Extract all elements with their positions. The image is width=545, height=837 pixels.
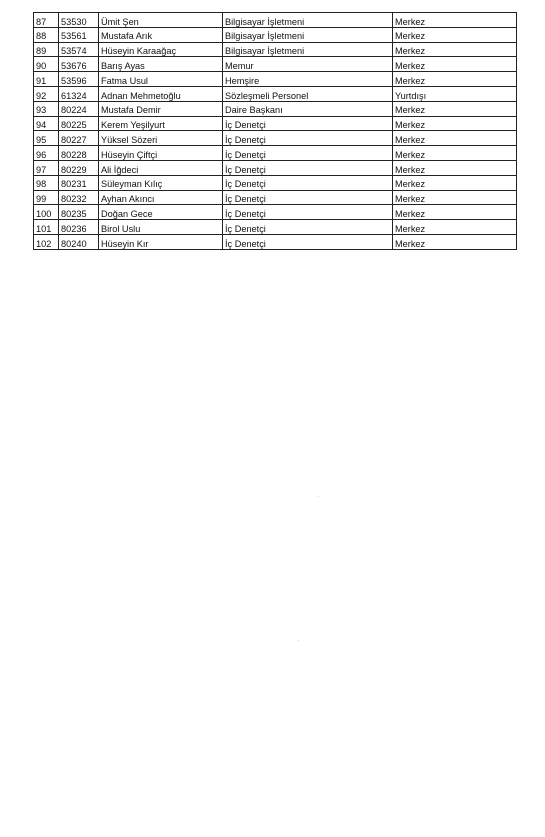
cell-job-title: Sözleşmeli Personel: [223, 86, 393, 101]
cell-job-title: Memur: [223, 57, 393, 72]
cell-full-name: Hüseyin Kır: [99, 234, 223, 249]
cell-job-title: Hemşire: [223, 72, 393, 87]
cell-row-number: 91: [34, 72, 59, 87]
table-row: [34, 131, 517, 146]
cell-location: Merkez: [393, 101, 517, 116]
cell-location: Merkez: [393, 116, 517, 131]
cell-location: Merkez: [393, 27, 517, 42]
table-row: [34, 72, 517, 87]
scan-speck: [298, 640, 299, 641]
cell-registry-id: 80227: [59, 131, 99, 146]
cell-job-title: Daire Başkanı: [223, 101, 393, 116]
cell-location: Merkez: [393, 13, 517, 28]
cell-full-name: Ali İğdeci: [99, 160, 223, 175]
table-row: [34, 234, 517, 249]
scan-speck: [318, 496, 319, 497]
cell-job-title: İç Denetçi: [223, 205, 393, 220]
table-row: [34, 57, 517, 72]
cell-full-name: Fatma Usul: [99, 72, 223, 87]
table-row: [34, 220, 517, 235]
cell-registry-id: 80232: [59, 190, 99, 205]
cell-job-title: Bilgisayar İşletmeni: [223, 42, 393, 57]
cell-location: Merkez: [393, 205, 517, 220]
cell-registry-id: 80235: [59, 205, 99, 220]
cell-job-title: İç Denetçi: [223, 146, 393, 161]
cell-row-number: 98: [34, 175, 59, 190]
cell-registry-id: 80228: [59, 146, 99, 161]
cell-registry-id: 53596: [59, 72, 99, 87]
table-row: [34, 146, 517, 161]
cell-full-name: Kerem Yeşilyurt: [99, 116, 223, 131]
table-row: [34, 86, 517, 101]
cell-registry-id: 80231: [59, 175, 99, 190]
cell-location: Merkez: [393, 160, 517, 175]
cell-full-name: Birol Uslu: [99, 220, 223, 235]
cell-row-number: 87: [34, 13, 59, 28]
cell-job-title: İç Denetçi: [223, 131, 393, 146]
cell-location: Merkez: [393, 234, 517, 249]
cell-job-title: Bilgisayar İşletmeni: [223, 13, 393, 28]
cell-full-name: Ayhan Akıncı: [99, 190, 223, 205]
cell-location: Merkez: [393, 57, 517, 72]
table-row: [34, 175, 517, 190]
cell-row-number: 92: [34, 86, 59, 101]
cell-registry-id: 80229: [59, 160, 99, 175]
staff-table: [33, 12, 517, 250]
cell-job-title: İç Denetçi: [223, 234, 393, 249]
cell-row-number: 95: [34, 131, 59, 146]
cell-job-title: İç Denetçi: [223, 175, 393, 190]
cell-row-number: 100: [34, 205, 59, 220]
cell-registry-id: 80225: [59, 116, 99, 131]
cell-location: Merkez: [393, 175, 517, 190]
cell-location: Merkez: [393, 131, 517, 146]
cell-registry-id: 80240: [59, 234, 99, 249]
table-row: [34, 205, 517, 220]
cell-full-name: Ümit Şen: [99, 13, 223, 28]
cell-full-name: Adnan Mehmetoğlu: [99, 86, 223, 101]
cell-row-number: 102: [34, 234, 59, 249]
cell-job-title: Bilgisayar İşletmeni: [223, 27, 393, 42]
cell-full-name: Mustafa Demir: [99, 101, 223, 116]
table-row: [34, 116, 517, 131]
cell-full-name: Hüseyin Çiftçi: [99, 146, 223, 161]
table-row: [34, 101, 517, 116]
cell-full-name: Süleyman Kılıç: [99, 175, 223, 190]
table-row: [34, 160, 517, 175]
cell-location: Merkez: [393, 146, 517, 161]
cell-location: Merkez: [393, 190, 517, 205]
cell-job-title: İç Denetçi: [223, 190, 393, 205]
cell-full-name: Doğan Gece: [99, 205, 223, 220]
cell-row-number: 99: [34, 190, 59, 205]
cell-job-title: İç Denetçi: [223, 116, 393, 131]
cell-registry-id: 53676: [59, 57, 99, 72]
table-row: [34, 27, 517, 42]
cell-job-title: İç Denetçi: [223, 220, 393, 235]
cell-full-name: Barış Ayas: [99, 57, 223, 72]
cell-row-number: 101: [34, 220, 59, 235]
table-body: [34, 13, 517, 250]
cell-row-number: 89: [34, 42, 59, 57]
cell-registry-id: 80224: [59, 101, 99, 116]
cell-row-number: 90: [34, 57, 59, 72]
cell-full-name: Hüseyin Karaağaç: [99, 42, 223, 57]
cell-row-number: 88: [34, 27, 59, 42]
cell-row-number: 97: [34, 160, 59, 175]
cell-row-number: 93: [34, 101, 59, 116]
table-row: [34, 42, 517, 57]
cell-registry-id: 61324: [59, 86, 99, 101]
cell-full-name: Yüksel Sözeri: [99, 131, 223, 146]
cell-registry-id: 53574: [59, 42, 99, 57]
cell-registry-id: 80236: [59, 220, 99, 235]
cell-location: Merkez: [393, 42, 517, 57]
cell-full-name: Mustafa Arık: [99, 27, 223, 42]
table-row: [34, 190, 517, 205]
cell-row-number: 96: [34, 146, 59, 161]
cell-location: Yurtdışı: [393, 86, 517, 101]
cell-row-number: 94: [34, 116, 59, 131]
cell-job-title: İç Denetçi: [223, 160, 393, 175]
table-row: [34, 13, 517, 28]
cell-location: Merkez: [393, 72, 517, 87]
cell-location: Merkez: [393, 220, 517, 235]
cell-registry-id: 53561: [59, 27, 99, 42]
cell-registry-id: 53530: [59, 13, 99, 28]
